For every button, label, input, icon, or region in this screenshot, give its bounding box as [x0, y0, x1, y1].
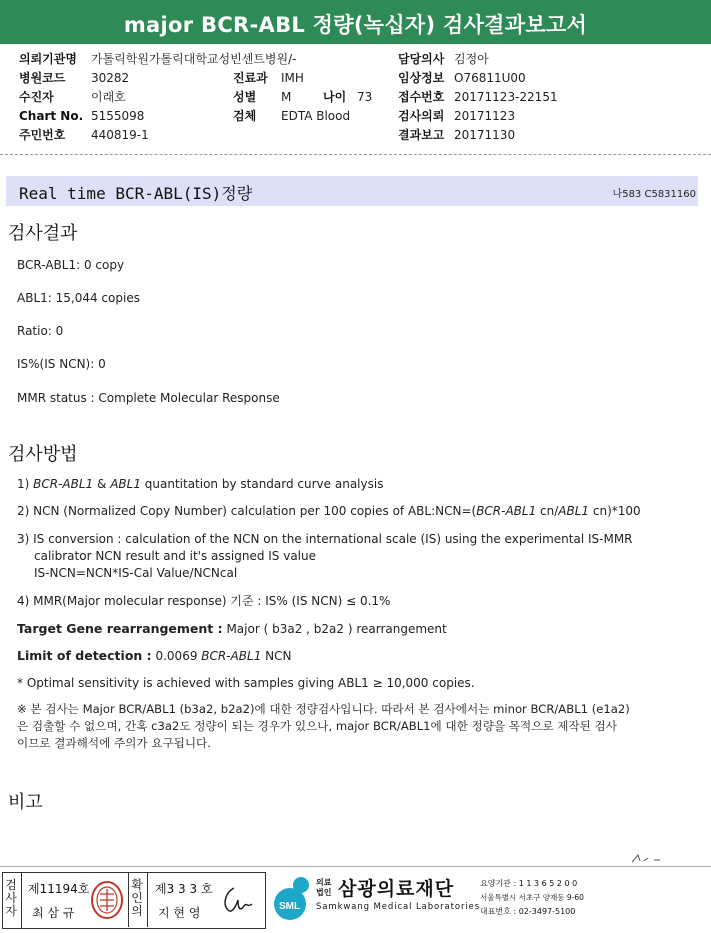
specimen-label: 검체	[233, 109, 257, 123]
sex-value: M	[281, 90, 292, 104]
method-4: 4) MMR(Major molecular response) 기준 : IS% (IS NCN) ≤ 0.1%	[17, 594, 391, 608]
confirm-label: 확인의	[131, 878, 143, 918]
seal-stamp-icon	[90, 880, 124, 920]
tester-label: 검사자	[5, 878, 17, 918]
results-heading: 검사결과	[8, 223, 78, 244]
result-mmr-status: MMR status : Complete Molecular Response	[17, 391, 280, 405]
org-name-en: Samkwang Medical Laboratories	[316, 902, 481, 912]
method-3: 3) IS conversion : calculation of the NCN on the international scale (IS) using the experimental IS-MMR calibrator NCN result and it's assigned IS value IS-NCN=NCN*IS-Cal Value/NCNcal	[17, 532, 633, 580]
test-code: 나583 C5831160	[612, 189, 696, 200]
caution-note: ※ 본 검사는 Major BCR/ABL1 (b3a2, b2a2)에 대한 정량검사입니다. 따라서 본 검사에서는 minor BCR/ABL1 (e1a2) 은 검출할 수 없으며, 간혹 c3a2도 정량이 되는 경우가 있으나, major BCR/ABL1에 대한 정량을 목적으로 제작된 검사 이므로 결과해석에 주의가 요구됩니다.	[17, 702, 630, 750]
clinical-info-value: O76811U00	[454, 71, 526, 85]
phone-line: 대표번호 : 02-3497-5100	[480, 907, 576, 916]
institution-value: 가톨릭학원가톨릭대학교성빈센트병원/-	[91, 52, 297, 66]
hospital-code-label: 병원코드	[19, 71, 66, 85]
report-title: major BCR-ABL 정량(녹십자) 검사결과보고서	[123, 13, 588, 37]
result-is-ncn: IS%(IS NCN): 0	[17, 357, 106, 371]
method-2: 2) NCN (Normalized Copy Number) calculation per 100 copies of ABL:NCN=(BCR-ABL1 cn/ABL1 cn)*100	[17, 504, 641, 518]
tester-name: 최 삼 규	[32, 906, 75, 920]
receipt-no-value: 20171123-22151	[454, 90, 558, 104]
org-type-label: 의료 법인	[316, 878, 332, 897]
test-name-bar	[6, 176, 698, 206]
method-heading: 검사방법	[8, 444, 78, 465]
doctor-value: 김정아	[454, 52, 489, 66]
scribble-mark-icon	[630, 852, 670, 866]
org-name: 삼광의료재단	[338, 878, 455, 900]
footer-divider	[0, 866, 711, 867]
clinical-info-label: 임상정보	[398, 71, 445, 85]
tester-license-no: 제11194호	[28, 882, 90, 896]
chart-no-label: Chart No.	[19, 109, 84, 123]
age-value: 73	[357, 90, 373, 104]
receipt-no-label: 접수번호	[398, 90, 445, 104]
method-1: 1) BCR-ABL1 & ABL1 quantitation by standard curve analysis	[17, 477, 384, 491]
result-abl1: ABL1: 15,044 copies	[17, 291, 140, 305]
request-date-value: 20171123	[454, 109, 516, 123]
doctor-label: 담당의사	[398, 52, 445, 66]
target-gene: Target Gene rearrangement : Major ( b3a2 , b2a2 ) rearrangement	[17, 621, 447, 636]
specimen-value: EDTA Blood	[281, 109, 351, 123]
address-line: 서울특별시 서초구 양재동 9-60	[480, 893, 584, 902]
header-divider	[0, 154, 711, 155]
department-label: 진료과	[233, 71, 268, 85]
resident-no-value: 440819-1	[91, 128, 149, 142]
limit-of-detection: Limit of detection : 0.0069 BCR-ABL1 NCN	[17, 648, 292, 663]
report-date-value: 20171130	[454, 128, 516, 142]
sex-label: 성별	[233, 90, 257, 104]
info-right	[398, 50, 558, 145]
report-title-bar	[0, 0, 711, 44]
optimal-sensitivity-note: * Optimal sensitivity is achieved with samples giving ABL1 ≥ 10,000 copies.	[17, 676, 475, 690]
test-name: Real time BCR-ABL(IS)정량	[19, 184, 253, 203]
remarks-heading: 비고	[8, 792, 43, 813]
confirm-license-no: 제3 3 3 호	[155, 882, 213, 896]
resident-no-label: 주민번호	[19, 128, 66, 142]
result-bcr-abl1: BCR-ABL1: 0 copy	[17, 258, 125, 272]
info-mid	[233, 69, 372, 126]
report-date-label: 결과보고	[398, 128, 445, 142]
confirm-name: 지 현 영	[158, 906, 201, 920]
patient-label: 수진자	[19, 90, 54, 104]
svg-text:SML: SML	[279, 901, 301, 912]
age-label: 나이	[323, 90, 347, 104]
request-date-label: 검사의뢰	[398, 109, 445, 123]
result-ratio: Ratio: 0	[17, 324, 64, 338]
department-value: IMH	[281, 71, 304, 85]
patient-value: 이래호	[91, 90, 126, 104]
hospital-code-value: 30282	[91, 71, 130, 85]
institution-code-line: 요양기관 : 1 1 3 6 5 2 0 0	[480, 879, 578, 888]
signature-icon	[218, 884, 258, 916]
chart-no-value: 5155098	[91, 109, 145, 123]
institution-label: 의뢰기관명	[19, 52, 77, 66]
sml-logo-icon	[268, 874, 314, 924]
